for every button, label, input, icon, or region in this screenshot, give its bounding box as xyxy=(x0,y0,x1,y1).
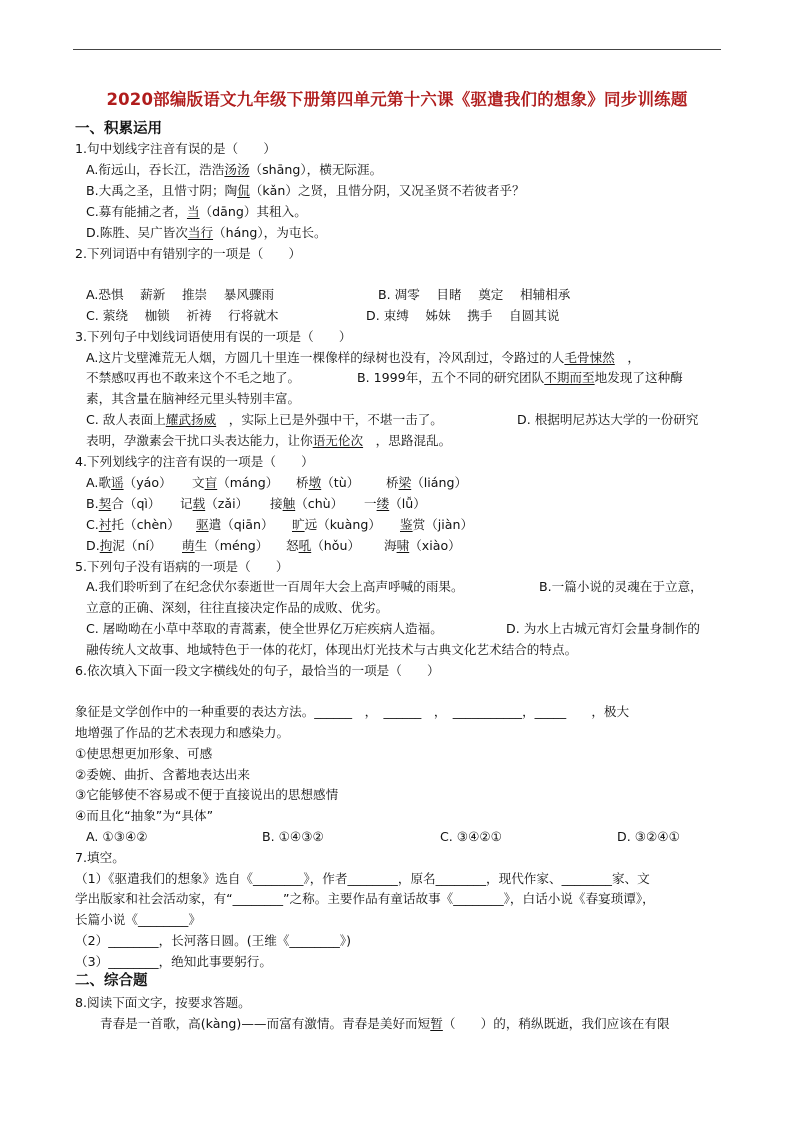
q7-item-1-cont: 学出版家和社会活动家，有“________”之称。主要作品有童话故事《________》，白话小说《春宴琐谭》， xyxy=(75,891,655,906)
q1-option-d: D.陈胜、吴广皆次当行（háng），为屯长。 xyxy=(86,225,327,240)
q6-item-1: ①使思想更加形象、可感 xyxy=(75,746,213,761)
q1-option-c: C.募有能捕之者，当（dāng）其租入。 xyxy=(86,204,307,219)
q6-option-b: B. ①④③② xyxy=(262,829,324,844)
q5-option-c: C. 屠呦呦在小草中萃取的青蒿素，使全世界亿万疟疾病人造福。 xyxy=(86,621,443,636)
section-heading-2: 二、综合题 xyxy=(75,973,148,989)
q4-c-item-4: 鉴赏（jiàn） xyxy=(400,517,474,532)
q7-item-2: （2）________，长河落日圆。(王维《________》) xyxy=(75,933,352,948)
q4-d-item-4: 海啸（xiào） xyxy=(384,538,461,553)
q6-item-2: ②委婉、曲折、含蓄地表达出来 xyxy=(75,767,251,782)
q4-a-item-3: 桥墩（tù） xyxy=(296,475,360,490)
q4-c-item-1: C.衬托（chèn） xyxy=(86,517,180,532)
page-title: 2020部编版语文九年级下册第四单元第十六课《驱遣我们的想象》同步训练题 xyxy=(106,90,688,109)
q7-stem: 7.填空。 xyxy=(75,850,125,865)
q4-a-item-4: 桥梁（liáng） xyxy=(386,475,468,490)
header-rule xyxy=(73,49,721,50)
q6-item-4: ④而且化“抽象”为“具体” xyxy=(75,808,214,823)
q5-option-b-cont: 立意的正确、深刻，往往直接决定作品的成败、优劣。 xyxy=(86,600,389,615)
q6-passage-cont: 地增强了作品的艺术表现力和感染力。 xyxy=(75,725,290,740)
q1-option-b: B.大禹之圣，且惜寸阴；陶侃（kǎn）之贤，且惜分阴，又况圣贤不若彼者乎？ xyxy=(86,183,525,198)
q4-d-item-2: 萌生（méng） xyxy=(182,538,269,553)
q2-option-d: D. 束缚 姊妹 携手 自圆其说 xyxy=(366,308,560,323)
q5-option-d-cont: 融传统人文故事、地域特色于一体的花灯，体现出灯光技术与古典文化艺术结合的特点。 xyxy=(86,642,578,657)
section-heading-1: 一、积累运用 xyxy=(75,121,162,137)
q6-passage: 象征是文学创作中的一种重要的表达方法。______ ， ______ ， ___________，_____ ，极大 xyxy=(75,704,630,719)
q6-stem: 6.依次填入下面一段文字横线处的句子，最恰当的一项是（ ） xyxy=(75,663,440,678)
q4-a-item-2: 文盲（máng） xyxy=(192,475,279,490)
q8-passage: 青春是一首歌，高(kàng)——而富有激情。青春是美好而短暂（ ）的，稍纵既逝，我们应该在有限 xyxy=(100,1016,670,1031)
q6-option-c: C. ③④②① xyxy=(440,829,502,844)
q1-option-a: A.衔远山，吞长江，浩浩汤汤（shāng），横无际涯。 xyxy=(86,162,383,177)
q3-stem: 3.下列句子中划线词语使用有误的一项是（ ） xyxy=(75,329,352,344)
q7-item-3: （3）________，绝知此事要躬行。 xyxy=(75,954,272,969)
q2-option-a: A.恐惧 薪新 推崇 暴风骤雨 xyxy=(86,287,275,302)
q3-option-a-cont: 不禁感叹再也不敢来这个不毛之地了。 xyxy=(86,370,301,385)
q4-c-item-2: 驱遣（qiān） xyxy=(196,517,274,532)
q4-d-item-3: 怒吼（hǒu） xyxy=(286,538,361,553)
q5-stem: 5.下列句子没有语病的一项是（ ） xyxy=(75,559,289,574)
q2-stem: 2.下列词语中有错别字的一项是（ ） xyxy=(75,246,302,261)
q7-item-1: （1）《驱遣我们的想象》选自《________》，作者________，原名________，现代作家、________家、文 xyxy=(75,871,650,886)
q2-option-c: C. 萦绕 枷锁 祈祷 行将就木 xyxy=(86,308,279,323)
q4-b-item-1: B.契合（qì） xyxy=(86,496,161,511)
q7-item-1-cont2: 长篇小说《________》 xyxy=(75,912,201,927)
q3-option-b-cont: 素，其含量在脑神经元里头特别丰富。 xyxy=(86,391,301,406)
q4-b-item-2: 记载（zǎi） xyxy=(180,496,249,511)
q6-item-3: ③它能够使不容易或不便于直接说出的思想感情 xyxy=(75,787,339,802)
q5-option-d: D. 为水上古城元宵灯会量身制作的 xyxy=(506,621,701,636)
q4-a-item-1: A.歌谣（yáo） xyxy=(86,475,172,490)
q6-option-a: A. ①③④② xyxy=(86,829,148,844)
q5-option-a: A.我们聆听到了在纪念伏尔泰逝世一百周年大会上高声呼喊的雨果。 xyxy=(86,579,464,594)
q1-stem: 1.句中划线字注音有误的是（ ） xyxy=(75,141,276,156)
q8-stem: 8.阅读下面文字，按要求答题。 xyxy=(75,995,251,1010)
q4-b-item-3: 接触（chù） xyxy=(270,496,344,511)
q5-option-b: B.一篇小说的灵魂在于立意， xyxy=(539,579,703,594)
q4-d-item-1: D.拘泥（ní） xyxy=(86,538,162,553)
q6-option-d: D. ③②④① xyxy=(617,829,680,844)
q4-b-item-4: 一缕（lǚ） xyxy=(364,496,426,511)
q3-option-d: D. 根据明尼苏达大学的一份研究 xyxy=(517,412,699,427)
q3-option-a: A.这片戈壁滩荒无人烟，方圆几十里连一棵像样的绿树也没有，冷风刮过，令路过的人毛骨悚然 ， xyxy=(86,350,640,365)
q3-option-c: C. 敌人表面上耀武扬威 ，实际上已是外强中干，不堪一击了。 xyxy=(86,412,443,427)
q3-option-b: B. 1999年，五个不同的研究团队不期而至地发现了这种酶 xyxy=(357,370,683,385)
q3-option-d-cont: 表明，孕激素会干扰口头表达能力，让你语无伦次 ，思路混乱。 xyxy=(86,433,452,448)
q4-c-item-3: 旷远（kuàng） xyxy=(292,517,381,532)
q4-stem: 4.下列划线字的注音有误的一项是（ ） xyxy=(75,454,314,469)
q2-option-b: B. 凋零 目睹 奠定 相辅相承 xyxy=(378,287,571,302)
